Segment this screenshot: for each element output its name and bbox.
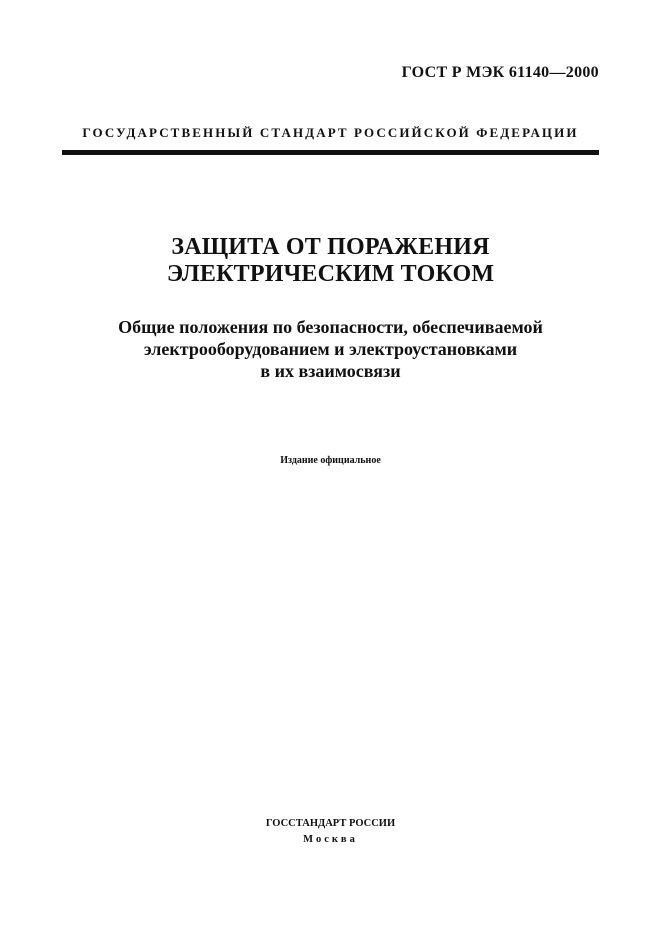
publisher-name: ГОССТАНДАРТ РОССИИ <box>265 818 396 829</box>
subtitle-line: Общие положения по безопасности, обеспечиваемой <box>118 317 543 337</box>
standard-header: ГОСУДАРСТВЕННЫЙ СТАНДАРТ РОССИЙСКОЙ ФЕДЕРАЦИИ <box>82 125 579 140</box>
publisher-block <box>0 816 661 848</box>
subtitle-line: в их взаимосвязи <box>260 361 401 381</box>
title-line: ЭЛЕКТРИЧЕСКИМ ТОКОМ <box>166 261 495 287</box>
edition-note: Издание официальное <box>280 455 381 466</box>
header-rule <box>62 150 599 155</box>
publisher-city: Москва <box>303 834 358 845</box>
main-title <box>0 234 661 288</box>
title-line: ЗАЩИТА ОТ ПОРАЖЕНИЯ <box>171 234 490 260</box>
subtitle-line: электрооборудованием и электроустановками <box>143 339 518 359</box>
document-code: ГОСТ Р МЭК 61140—2000 <box>401 64 599 81</box>
subtitle <box>0 316 661 382</box>
